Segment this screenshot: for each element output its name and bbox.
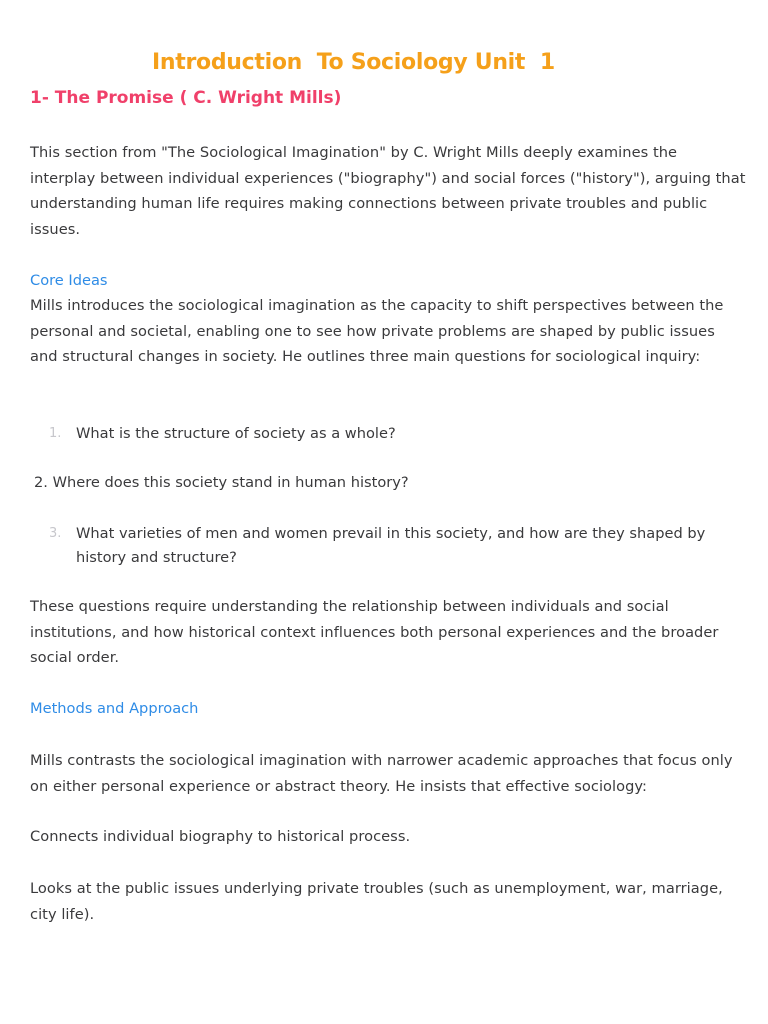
list-number: 1. (49, 426, 62, 441)
question-item-3 (0, 522, 768, 572)
document-title: Introduction To Sociology Unit 1 (152, 50, 555, 75)
core-ideas-paragraph: Mills introduces the sociological imagination as the capacity to shift perspectives between the personal and societal, enabling one to see how private problems are shaped by public issues and structural changes in society. He outlines three main questions for sociological inquiry: (30, 297, 724, 365)
question-item-2 (34, 471, 754, 495)
core-ideas-heading: Core Ideas (30, 272, 108, 289)
methods-point-2: Looks at the public issues underlying private troubles (such as unemployment, war, marriage, city life). (30, 880, 723, 923)
methods-paragraph: Mills contrasts the sociological imagination with narrower academic approaches that focus only on either personal experience or abstract theory. He insists that effective sociology: (30, 752, 733, 795)
intro-paragraph: This section from "The Sociological Imagination" by C. Wright Mills deeply examines the interplay between individual experiences ("biography") and social forces ("history"), arguing that understanding human life requires making connections between private troubles and public issues. (30, 144, 746, 238)
question-text: What is the structure of society as a whole? (76, 425, 396, 442)
questions-summary-paragraph: These questions require understanding the relationship between individuals and social institutions, and how historical context influences both personal experiences and the broader social order. (30, 598, 719, 666)
methods-point-1: Connects individual biography to historical process. (30, 828, 411, 845)
question-text: What varieties of men and women prevail in this society, and how are they shaped by history and structure? (76, 525, 706, 566)
section-subtitle: 1- The Promise ( C. Wright Mills) (30, 88, 342, 108)
methods-heading: Methods and Approach (30, 700, 199, 717)
list-number: 3. (49, 526, 62, 541)
question-text: 2. Where does this society stand in human history? (34, 474, 409, 491)
